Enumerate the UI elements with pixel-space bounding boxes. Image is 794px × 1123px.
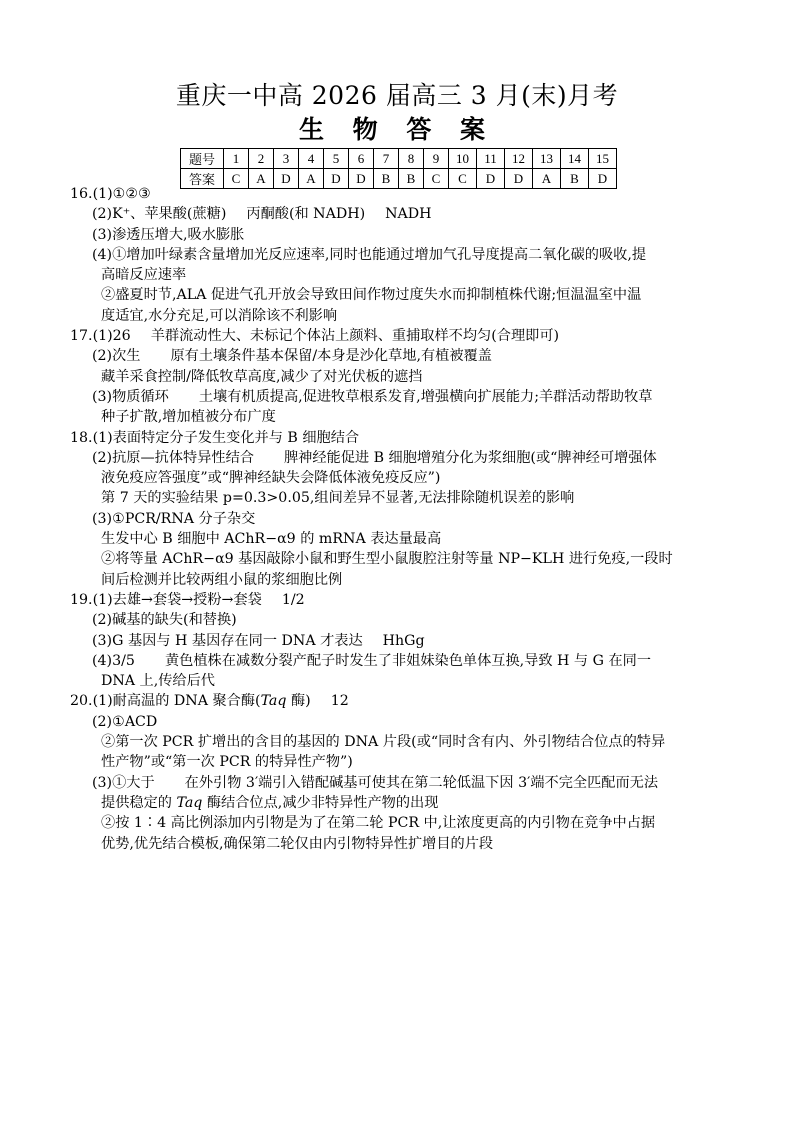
answer-text: NADH xyxy=(385,206,432,223)
page-title: 重庆一中高 2026 届高三 3 月(末)月考 xyxy=(175,81,619,110)
question-number-row xyxy=(181,149,617,169)
answer-text: 脾神经能促进 B 细胞增殖分化为浆细胞(或“脾神经可增强体 xyxy=(283,449,657,466)
question-number: 10 xyxy=(449,149,477,169)
question-number: 13 xyxy=(533,149,561,169)
answer-line xyxy=(70,590,710,610)
answer-table xyxy=(180,148,617,189)
answer-line: (3)①PCR/RNA 分子杂交 xyxy=(92,510,256,527)
question-number: 1 xyxy=(224,149,249,169)
answer-text: 丙酮酸(和 NADH) xyxy=(246,206,366,223)
answer-line: 生发中心 B 细胞中 AChR−α9 的 mRNA 表达量最高 xyxy=(101,531,442,548)
answer-cell: D xyxy=(589,169,617,189)
answer-text: 土壤有机质提高,促进牧草根系发育,增强横向扩展能力;羊群活动帮助牧草 xyxy=(198,388,653,405)
question-number: 5 xyxy=(324,149,349,169)
answer-cell: A xyxy=(299,169,324,189)
answer-text: (2)K⁺、苹果酸(蔗糖) xyxy=(92,206,227,223)
answer-text: (2)抗原—抗体特异性结合 xyxy=(92,449,254,466)
answer-cell: C xyxy=(449,169,477,189)
answer-line xyxy=(70,346,710,366)
question-number: 14 xyxy=(561,149,589,169)
question-18 xyxy=(70,428,710,590)
answer-line: 液免疫应答强度”或“脾神经缺失会降低体液免疫反应”) xyxy=(101,470,441,487)
answer-line: ②第一次 PCR 扩增出的含目的基因的 DNA 片段(或“同时含有内、外引物结合位点的特异 xyxy=(101,734,666,751)
question-20 xyxy=(70,691,710,853)
answer-content xyxy=(70,184,710,854)
answer-text: 1/2 xyxy=(281,591,305,608)
row-label-number: 题号 xyxy=(181,149,224,169)
answer-line: 藏羊采食控制/降低牧草高度,减少了对光伏板的遮挡 xyxy=(101,368,423,385)
question-number: 11 xyxy=(477,149,505,169)
answer-cell: A xyxy=(249,169,274,189)
answer-line xyxy=(70,448,710,468)
answer-cell: D xyxy=(349,169,374,189)
answer-line: 18.(1)表面特定分子发生变化并与 B 细胞结合 xyxy=(70,429,360,446)
answer-text: 原有土壤条件基本保留/本身是沙化草地,有植被覆盖 xyxy=(170,348,492,365)
answer-text: 在外引物 3′端引入错配碱基可使其在第二轮低温下因 3′端不完全匹配而无法 xyxy=(184,774,659,791)
question-17 xyxy=(70,326,710,427)
answer-line: 第 7 天的实验结果 p=0.3>0.05,组间差异不显著,无法排除随机误差的影响 xyxy=(101,490,575,507)
answer-text: 提供稳定的 xyxy=(101,794,177,811)
question-number: 3 xyxy=(274,149,299,169)
answer-text: 酶结合位点,减少非特异性产物的出现 xyxy=(202,794,439,811)
answer-line: ②盛夏时节,ALA 促进气孔开放会导致田间作物过度失水而抑制植株代谢;恒温温室中温 xyxy=(101,287,642,304)
answer-cell: B xyxy=(374,169,399,189)
answer-line xyxy=(70,387,710,407)
answer-line xyxy=(70,204,710,224)
answer-cell: B xyxy=(399,169,424,189)
answer-cell: D xyxy=(324,169,349,189)
question-number: 7 xyxy=(374,149,399,169)
answer-text: HhGg xyxy=(382,632,425,649)
answer-line: DNA 上,传给后代 xyxy=(101,673,215,690)
answer-text: 19.(1)去雄→套袋→授粉→套袋 xyxy=(70,591,262,608)
answer-line xyxy=(70,326,710,346)
question-number: 6 xyxy=(349,149,374,169)
answer-line: ②按 1∶4 高比例添加内引物是为了在第二轮 PCR 中,让浓度更高的内引物在竞争中占据 xyxy=(101,815,656,832)
question-number: 12 xyxy=(505,149,533,169)
answer-line: (3)渗透压增大,吸水膨胀 xyxy=(92,226,245,243)
answer-text: 羊群流动性大、未标记个体沾上颜料、重捕取样不均匀(合理即可) xyxy=(150,328,560,345)
page-subtitle: 生 物 答 案 xyxy=(298,115,496,144)
answer-cell: D xyxy=(505,169,533,189)
answer-line: 性产物”或“第一次 PCR 的特异性产物”) xyxy=(101,754,353,771)
answer-line: ②将等量 AChR−α9 基因敲除小鼠和野生型小鼠腹腔注射等量 NP−KLH 进行免疫,一段时 xyxy=(101,551,673,568)
answer-cell: D xyxy=(274,169,299,189)
answer-text: 17.(1)26 xyxy=(70,328,131,345)
question-number: 4 xyxy=(299,149,324,169)
question-number: 15 xyxy=(589,149,617,169)
answer-cell: C xyxy=(424,169,449,189)
answer-line: 度适宜,水分充足,可以消除该不利影响 xyxy=(101,307,338,324)
answer-line: 种子扩散,增加植被分布广度 xyxy=(101,409,276,426)
answer-text: (3)G 基因与 H 基因存在同一 DNA 才表达 xyxy=(92,632,363,649)
question-number: 8 xyxy=(399,149,424,169)
answer-line xyxy=(70,691,710,711)
row-label-answer: 答案 xyxy=(181,169,224,189)
answer-text: 黄色植株在减数分裂产配子时发生了非姐妹染色单体互换,导致 H 与 G 在同一 xyxy=(164,652,652,669)
answer-cell: D xyxy=(477,169,505,189)
answer-text: (3)物质循环 xyxy=(92,388,169,405)
answer-line: (4)①增加叶绿素含量增加光反应速率,同时也能通过增加气孔导度提高二氧化碳的吸收,提 xyxy=(92,246,647,263)
answer-line xyxy=(70,631,710,651)
answer-line: 间后检测并比较两组小鼠的浆细胞比例 xyxy=(101,571,343,588)
answer-text-italic: Taq xyxy=(260,693,287,710)
answer-line: 16.(1)①②③ xyxy=(70,186,151,202)
question-19 xyxy=(70,590,710,691)
answer-text: (2)次生 xyxy=(92,348,141,365)
question-number: 9 xyxy=(424,149,449,169)
question-number: 2 xyxy=(249,149,274,169)
answer-line: (2)①ACD xyxy=(92,713,158,730)
answer-line xyxy=(70,651,710,671)
answer-text: 12 xyxy=(330,693,349,710)
answer-text-italic: Taq xyxy=(176,794,203,811)
answer-line xyxy=(70,773,710,793)
answer-cell: C xyxy=(224,169,249,189)
answer-text: (3)①大于 xyxy=(92,774,155,791)
answer-text: 酶) xyxy=(286,693,311,710)
answer-text: (4)3/5 xyxy=(92,652,135,669)
answer-line xyxy=(70,793,710,813)
answer-cell: A xyxy=(533,169,561,189)
question-16 xyxy=(70,184,710,326)
answer-line: 高暗反应速率 xyxy=(101,267,187,284)
answer-cell: B xyxy=(561,169,589,189)
answer-line: 优势,优先结合模板,确保第二轮仅由内引物特异性扩增目的片段 xyxy=(101,835,494,852)
answer-text: 20.(1)耐高温的 DNA 聚合酶( xyxy=(70,693,261,710)
answer-line: (2)碱基的缺失(和替换) xyxy=(92,612,237,629)
